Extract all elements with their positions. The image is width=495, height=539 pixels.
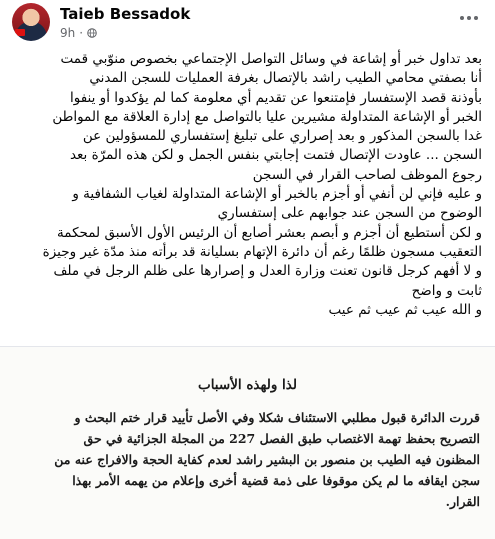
author-name[interactable]: Taieb Bessadok <box>60 5 191 23</box>
text-line: قررت الدائرة قبول مطلبي الاستئناف شكلا وفي الأصل تأييد قرار ختم البحث و <box>74 410 480 425</box>
meta-separator: · <box>79 26 84 40</box>
text-line: المظنون فيه الطيب بن منصور بن البشير راشد لعدم كفاية الحجة والافراج عنه من <box>54 452 480 467</box>
text-line: سجن ايقافه ما لم يكن موقوفا على ذمة قضية أخرى وإعلام من يهمه الأمر بهذا <box>72 473 480 488</box>
document-heading: لذا ولهذه الأسباب <box>197 377 298 393</box>
document-body <box>14 407 480 512</box>
attached-document-image[interactable] <box>0 347 495 539</box>
text-line: الوضوح من السجن عند جوابهم على إستفساري <box>217 205 482 222</box>
text-line: بأوذنة قصد الإستفسار فإمتنعوا عن تقديم أي معلومة كما لم يؤكدوا أو ينفوا <box>70 89 482 106</box>
text-line: التعقيب مسجون ظلمًا رغم أن دائرة الإتهام بسليانة قد برأته منذ مدّة غير وجيزة <box>42 243 482 260</box>
post-header <box>0 0 495 48</box>
text-line: القرار. <box>445 494 480 509</box>
more-options-icon[interactable] <box>457 10 481 26</box>
text-line: و لكن أستطيع أن أجزم و أبصم بعشر أصابع أن الرئيس الأول الأسبق لمحكمة <box>57 224 482 241</box>
post-time[interactable]: 9h <box>60 26 76 40</box>
post-text <box>12 50 482 320</box>
text-line: غدا بالسجن المذكور و بعد إصراري على تبليغ إستفساري للمسؤولين عن <box>82 128 482 145</box>
text-line: و لا أفهم كرجل قانون تعنت وزارة العدل و إصرارها على ظلم الرجل في ملف <box>53 263 482 280</box>
text-line: التصريح بحفظ تهمة الاغتصاب طبق الفصل 227 من المجلة الجزائية في حق <box>83 431 480 446</box>
text-line: و الله عيب ثم عيب ثم عيب <box>328 301 482 318</box>
text-line: رجوع الموظف لصاحب القرار في السجن <box>252 166 482 183</box>
text-line: الخبر أو الإشاعة المتداولة مشيرين عليا بالتواصل مع إدارة العلاقة مع المواطن <box>52 108 482 125</box>
text-line: و عليه فإني لن أنفي أو أجزم بالخبر أو الإشاعة المتداولة لغياب الشفافية و <box>72 186 482 203</box>
author-avatar[interactable] <box>12 3 50 41</box>
text-line: السجن ... عاودت الإتصال فتمت إجابتي بنفس الجمل و لكن هذه المرّة بعد <box>69 147 482 164</box>
globe-icon <box>87 28 97 38</box>
text-line: بعد تداول خبر أو إشاعة في وسائل التواصل الإجتماعي بخصوص منوّبي قمت <box>60 51 482 67</box>
text-line: أنا بصفتي محامي الطيب راشد بالإتصال بغرفة العمليات للسجن المدني <box>89 70 482 87</box>
text-line: ثابت و واضح <box>411 282 482 299</box>
post-meta <box>60 26 97 40</box>
flag-badge-icon <box>15 29 25 36</box>
